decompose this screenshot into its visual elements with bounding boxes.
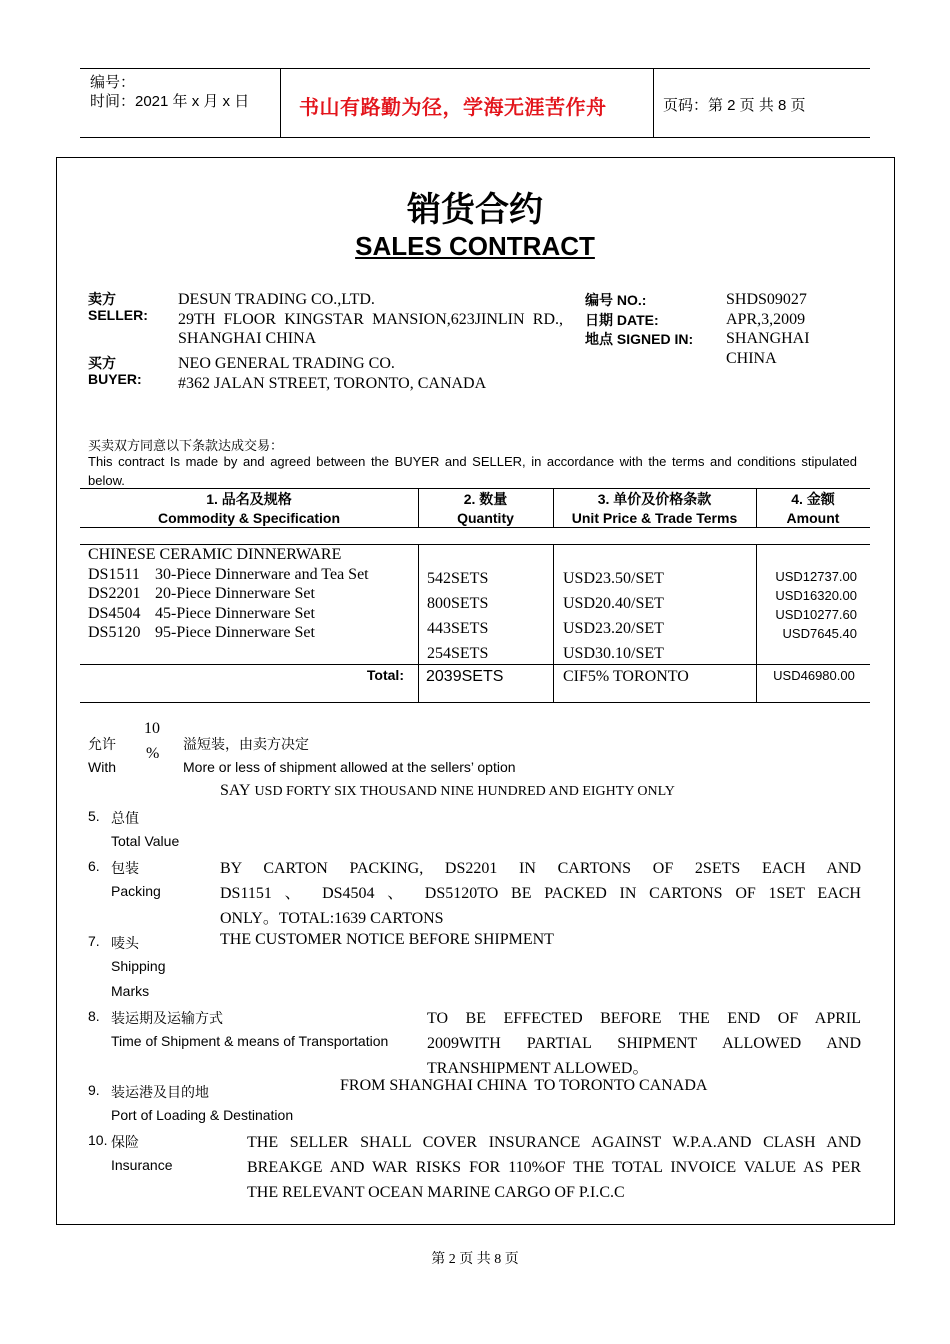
item-code: DS4504	[88, 604, 141, 622]
clause-10-num: 10.	[88, 1132, 108, 1148]
price-cell	[563, 566, 664, 666]
shipment-line: 2009WITH PARTIAL SHIPMENT ALLOWED AND	[427, 1035, 861, 1052]
title-en-text: SALES CONTRACT	[355, 231, 595, 261]
packing-line: ONLY。TOTAL:1639 CARTONS	[220, 910, 444, 927]
item-code: DS1511	[88, 565, 140, 583]
no-value: SHDS09027	[726, 291, 807, 308]
agreement-en: This contract Is made by and agreed between the BUYER and SELLER, in accordance with the terms and conditions stipulated below.	[88, 454, 857, 488]
no-label: 编号 NO.:	[585, 292, 647, 308]
table-row	[88, 584, 369, 604]
clause-7-en2: Marks	[111, 983, 150, 999]
product-title: CHINESE CERAMIC DINNERWARE	[88, 546, 342, 563]
tolerance-pct-sign: %	[146, 745, 160, 762]
agreement-cn: 买卖双方同意以下条款达成交易：	[88, 438, 284, 453]
amount-cell	[758, 567, 857, 643]
clause-8-en: Time of Shipment & means of Transportation	[111, 1033, 389, 1049]
item-amount: USD10277.60	[775, 607, 857, 622]
buyer-info	[178, 354, 563, 393]
item-qty: 800SETS	[427, 595, 489, 612]
page-label: 页码：第 2 页 共 8 页	[663, 97, 806, 114]
clause-8-text	[427, 1006, 861, 1081]
item-desc: 30-Piece Dinnerware and Tea Set	[155, 565, 369, 583]
clause-5-num: 5.	[88, 808, 100, 824]
seller-address: 29TH FLOOR KINGSTAR MANSION,623JINLIN RD., SHANGHAI CHINA	[178, 310, 563, 347]
footer-page: 第 2 页 共 8 页	[431, 1252, 519, 1267]
item-desc: 95-Piece Dinnerware Set	[155, 624, 315, 641]
table-top-line	[80, 488, 870, 489]
commodity-cell	[88, 545, 369, 643]
packing-line: DS1151 、 DS4504 、 DS5120TO BE PACKED IN CARTONS OF 1SET EACH	[220, 885, 861, 902]
item-price: USD23.20/SET	[563, 620, 664, 637]
item-price: USD30.10/SET	[563, 645, 664, 662]
table-bottom-line	[80, 702, 870, 703]
title-cn: 销货合约	[407, 191, 543, 229]
insurance-line: THE SELLER SHALL COVER INSURANCE AGAINST W.P.A.AND CLASH AND	[247, 1134, 861, 1151]
tolerance-allow-cn: 允许	[88, 738, 116, 753]
clause-10-text	[247, 1130, 861, 1205]
item-code: DS5120	[88, 624, 141, 641]
clause-7-text: THE CUSTOMER NOTICE BEFORE SHIPMENT	[220, 931, 554, 948]
tolerance-en-rest: More or less of shipment allowed at the sellers’ option	[183, 759, 516, 775]
meta-labels	[585, 291, 693, 350]
clause-10-en: Insurance	[111, 1157, 173, 1173]
table-col-divider	[756, 544, 757, 703]
place-value: SHANGHAI CHINA	[726, 330, 810, 367]
col-header-unit-price-cn: 3. 单价及价格条款	[597, 491, 712, 507]
clause-9-num: 9.	[88, 1082, 100, 1098]
total-amount: USD46980.00	[773, 668, 855, 683]
item-amount: USD7645.40	[782, 626, 857, 641]
clause-7-cn: 唛头	[111, 937, 139, 952]
clause-6-text	[220, 856, 861, 931]
shipment-line: TRANSHIPMENT ALLOWED。	[427, 1060, 649, 1077]
col-header-commodity-en: Commodity & Specification	[157, 510, 341, 526]
col-header-quantity-cn: 2. 数量	[463, 491, 508, 507]
seller-label-en: SELLER:	[88, 307, 148, 323]
clause-9-cn: 装运港及目的地	[111, 1086, 209, 1101]
item-code: DS2201	[88, 585, 141, 602]
place-label: 地点 SIGNED IN:	[585, 331, 694, 347]
col-header-quantity-en: Quantity	[457, 510, 514, 526]
total-label: Total:	[366, 667, 404, 683]
clause-7-num: 7.	[88, 933, 100, 949]
clause-9-en: Port of Loading & Destination	[111, 1107, 294, 1123]
seller-info	[178, 290, 563, 349]
clause-6-en: Packing	[111, 883, 161, 899]
seller-label	[88, 291, 148, 323]
page-header	[80, 68, 870, 138]
clause-9-text: FROM SHANGHAI CHINA TO TORONTO CANADA	[340, 1077, 708, 1094]
motto: 书山有路勤为径，学海无涯苦作舟	[299, 97, 607, 119]
buyer-address: #362 JALAN STREET, TORONTO, CANADA	[178, 374, 487, 392]
buyer-name: NEO GENERAL TRADING CO.	[178, 355, 395, 372]
total-value-words: USD FORTY SIX THOUSAND NINE HUNDRED AND EIGHTY ONLY	[254, 784, 675, 799]
time-label: 时间：2021 年 x 月 x 日	[90, 93, 250, 110]
table-row	[88, 604, 369, 624]
col-header-commodity-cn: 1. 品名及规格	[206, 491, 292, 507]
item-amount: USD16320.00	[775, 588, 857, 603]
total-terms: CIF5% TORONTO	[563, 668, 689, 685]
clause-5-cn: 总值	[111, 812, 139, 827]
item-price: USD23.50/SET	[563, 570, 664, 587]
table-row	[88, 623, 369, 643]
header-right-cell	[654, 69, 870, 137]
table-col-divider	[418, 544, 419, 703]
col-header-unit-price	[553, 490, 756, 528]
col-header-amount-en: Amount	[786, 510, 840, 526]
table-row	[88, 565, 369, 585]
insurance-line: BREAKGE AND WAR RISKS FOR 110%OF THE TOTAL INVOICE VALUE AS PER	[247, 1159, 861, 1176]
clause-8-num: 8.	[88, 1008, 100, 1024]
shipment-line: TO BE EFFECTED BEFORE THE END OF APRIL	[427, 1010, 861, 1027]
col-header-commodity	[80, 490, 418, 528]
date-value: APR,3,2009	[726, 310, 806, 328]
clause-5-en: Total Value	[111, 833, 180, 849]
clause-10-cn: 保险	[111, 1136, 139, 1151]
col-header-unit-price-en: Unit Price & Trade Terms	[571, 510, 738, 526]
item-qty: 254SETS	[427, 645, 489, 662]
item-desc: 20-Piece Dinnerware Set	[155, 585, 315, 602]
col-header-amount-cn: 4. 金额	[791, 491, 835, 507]
tolerance-pct-num: 10	[144, 720, 160, 737]
total-value-text	[220, 782, 675, 800]
quantity-cell	[427, 566, 488, 666]
meta-values	[726, 290, 836, 368]
clause-7-en1: Shipping	[111, 958, 166, 974]
clause-6-cn: 包装	[111, 862, 139, 877]
buyer-label-en: BUYER:	[88, 371, 142, 387]
say-word: SAY	[220, 782, 251, 799]
item-amount: USD12737.00	[775, 569, 857, 584]
title-en	[0, 231, 950, 262]
packing-line: BY CARTON PACKING, DS2201 IN CARTONS OF 2SETS EACH AND	[220, 860, 861, 877]
tolerance-cn-rest: 溢短装，由卖方决定	[183, 738, 309, 753]
total-qty: 2039SETS	[426, 668, 504, 685]
col-header-quantity	[418, 490, 553, 528]
item-qty: 542SETS	[427, 570, 489, 587]
table-col-divider	[553, 544, 554, 703]
insurance-line: THE RELEVANT OCEAN MARINE CARGO OF P.I.C.C	[247, 1184, 625, 1201]
seller-label-cn: 卖方	[88, 291, 116, 307]
clause-8-cn: 装运期及运输方式	[111, 1012, 223, 1027]
header-motto-cell	[281, 69, 654, 137]
buyer-label-cn: 买方	[88, 355, 116, 371]
tolerance-with: With	[88, 759, 116, 775]
header-left-cell	[80, 69, 281, 137]
item-qty: 443SETS	[427, 620, 489, 637]
item-price: USD20.40/SET	[563, 595, 664, 612]
seller-name: DESUN TRADING CO.,LTD.	[178, 291, 375, 308]
clause-6-num: 6.	[88, 858, 100, 874]
item-desc: 45-Piece Dinnerware Set	[155, 604, 315, 622]
number-label: 编号：	[90, 74, 136, 91]
date-label: 日期 DATE:	[585, 311, 659, 328]
buyer-label	[88, 355, 142, 387]
col-header-amount	[756, 490, 870, 528]
